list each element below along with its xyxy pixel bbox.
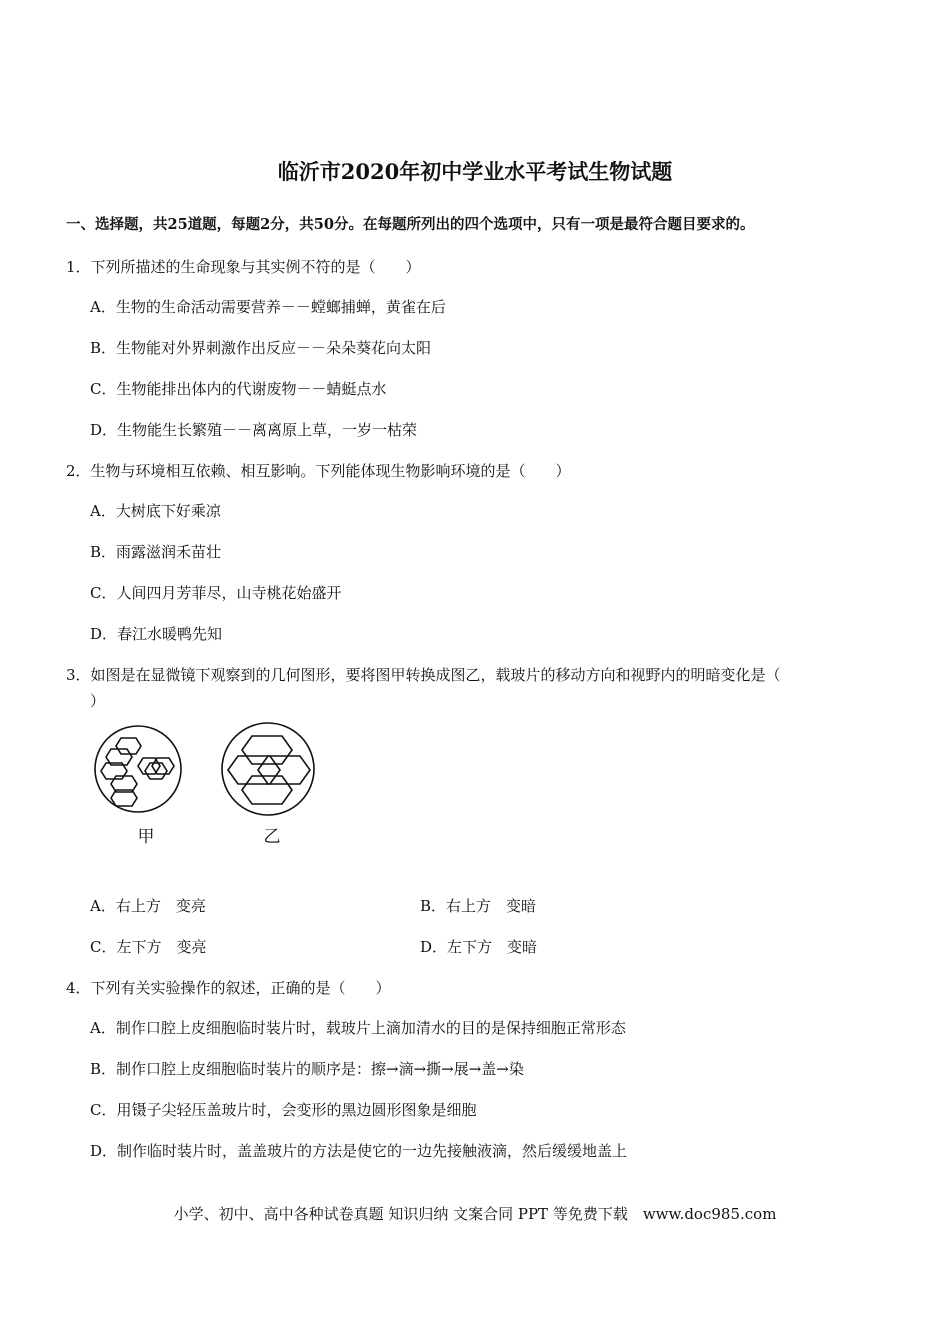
question-2-option-c: C．人间四月芳菲尽，山寺桃花始盛开 <box>90 584 342 602</box>
question-2-option-d: D．春江水暖鸭先知 <box>90 625 223 643</box>
field-yi <box>222 723 314 815</box>
figure-label-jia: 甲 <box>137 827 155 847</box>
question-1-option-a: A．生物的生命活动需要营养－－螳螂捕蝉，黄雀在后 <box>90 298 446 316</box>
hexagon <box>242 776 292 804</box>
section-header: 一、选择题，共25道题，每题2分，共50分。在每题所列出的四个选项中，只有一项是最符合题目要求的。 <box>66 216 755 233</box>
question-4-option-a: A．制作口腔上皮细胞临时装片时，载玻片上滴加清水的目的是保持细胞正常形态 <box>90 1019 626 1037</box>
page-title: 临沂市2020年初中学业水平考试生物试题 <box>277 159 673 184</box>
question-4-stem: 4．下列有关实验操作的叙述，正确的是（ ） <box>66 979 391 997</box>
question-3-stem-cont: ） <box>90 692 106 710</box>
question-3-option-d: D．左下方 变暗 <box>420 938 538 956</box>
field-jia-circle <box>95 726 181 812</box>
figure-label-yi: 乙 <box>263 827 281 847</box>
question-4-option-b: B．制作口腔上皮细胞临时装片的顺序是：擦→滴→撕→展→盖→染 <box>90 1060 524 1078</box>
question-1-option-c: C．生物能排出体内的代谢废物－－蜻蜓点水 <box>90 380 387 398</box>
question-1-option-b: B．生物能对外界刺激作出反应－－朵朵葵花向太阳 <box>90 339 432 357</box>
field-jia <box>95 726 181 812</box>
hexagon <box>242 736 292 764</box>
question-3-stem: 3．如图是在显微镜下观察到的几何图形，要将图甲转换成图乙，载玻片的移动方向和视野内的明暗变化是（ <box>66 666 781 684</box>
question-3-option-c: C．左下方 变亮 <box>90 938 207 956</box>
question-1-option-d: D．生物能生长繁殖－－离离原上草，一岁一枯荣 <box>90 421 418 439</box>
question-2-option-b: B．雨露滋润禾苗壮 <box>90 543 222 561</box>
microscope-fields-diagram <box>92 722 324 850</box>
page-footer: 小学、初中、高中各种试卷真题 知识归纳 文案合同 PPT 等免费下载 www.doc985.com <box>173 1205 777 1223</box>
question-1-stem: 1．下列所描述的生命现象与其实例不符的是（ ） <box>66 258 421 276</box>
question-3-option-b: B．右上方 变暗 <box>420 897 537 915</box>
question-2-option-a: A．大树底下好乘凉 <box>90 502 221 520</box>
question-4-option-c: C．用镊子尖轻压盖玻片时，会变形的黑边圆形图象是细胞 <box>90 1101 477 1119</box>
question-3-option-a: A．右上方 变亮 <box>90 897 206 915</box>
question-2-stem: 2．生物与环境相互依赖、相互影响。下列能体现生物影响环境的是（ ） <box>66 462 571 480</box>
hexagon <box>228 756 280 784</box>
microscope-figure <box>92 722 324 850</box>
question-4-option-d: D．制作临时装片时，盖盖玻片的方法是使它的一边先接触液滴，然后缓缓地盖上 <box>90 1142 628 1160</box>
